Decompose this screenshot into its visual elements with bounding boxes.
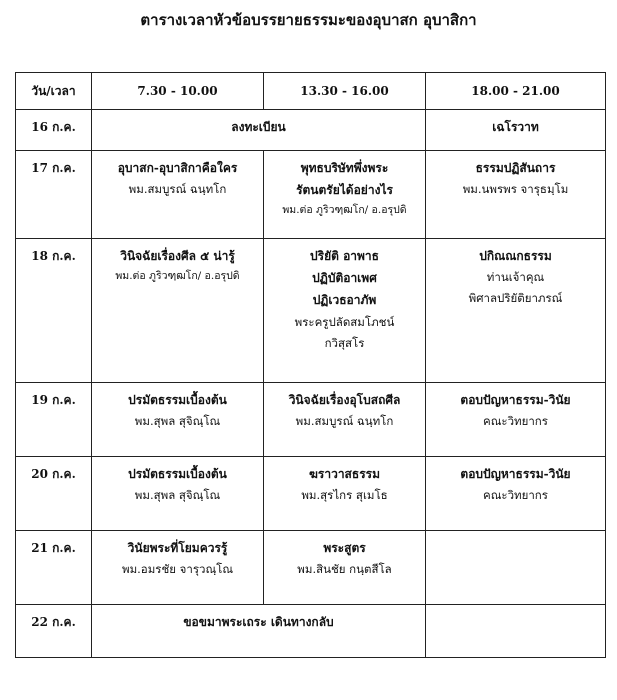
- table-row: [16, 110, 606, 151]
- cell-merged-session: [92, 110, 426, 151]
- cell-evening-empty: [426, 531, 606, 605]
- session-title: พุทธบริษัทพึ่งพระ: [300, 161, 389, 175]
- cell-evening: [426, 457, 606, 531]
- session-speaker: คณะวิทยากร: [483, 414, 548, 429]
- cell-afternoon: [264, 151, 426, 239]
- session-speaker: พม.สุพล สุจิณฺโณ: [134, 488, 221, 503]
- session-speaker: พม.นพรพร จารุธมฺโม: [462, 182, 569, 197]
- session-title: ปกิณณกธรรม: [479, 249, 552, 263]
- session-speaker: พม.สมบูรณ์ ฉนฺทโก: [295, 414, 394, 429]
- table-row: [16, 605, 606, 658]
- cell-evening: [426, 110, 606, 151]
- session-title: ลงทะเบียน: [231, 120, 286, 134]
- session-title: เฉโรวาท: [492, 120, 539, 134]
- session-speaker: พม.สินชัย กนฺตสีโล: [297, 562, 392, 577]
- table-row: [16, 383, 606, 457]
- session-title: วินัยพระที่โยมควรรู้: [127, 541, 228, 555]
- session-speaker: พม.สุพล สุจิณฺโณ: [134, 414, 221, 429]
- session-speaker: พม.ต่อ ภูริวฑฺฒโก/ อ.อรุปดิ: [115, 270, 240, 283]
- cell-afternoon: [264, 383, 426, 457]
- cell-evening: [426, 383, 606, 457]
- session-title-line2: รัตนตรัยได้อย่างไร: [296, 183, 393, 198]
- session-title: ปรมัตธรรมเบื้องต้น: [128, 393, 227, 407]
- session-title: ตอบปัญหาธรรม-วินัย: [460, 393, 571, 407]
- header-afternoon: 13.30 - 16.00: [264, 73, 426, 110]
- cell-evening-empty: [426, 605, 606, 658]
- session-speaker: คณะวิทยากร: [483, 488, 548, 503]
- session-title: วินิจฉัยเรื่องอุโบสถศีล: [288, 393, 401, 407]
- table-row: [16, 531, 606, 605]
- session-speaker: พม.สุรไกร สุเมโธ: [301, 488, 388, 503]
- cell-afternoon: [264, 457, 426, 531]
- session-title: ธรรมปฏิสันถาร: [475, 161, 556, 175]
- session-title: ฆราวาสธรรม: [308, 467, 380, 481]
- cell-evening: [426, 239, 606, 383]
- cell-merged-session: [92, 605, 426, 658]
- cell-morning: [92, 457, 264, 531]
- session-title: วินิจฉัยเรื่องศีล ๕ น่ารู้: [120, 249, 235, 263]
- cell-afternoon: [264, 531, 426, 605]
- cell-morning: [92, 531, 264, 605]
- header-evening: 18.00 - 21.00: [426, 73, 606, 110]
- session-speaker: พม.สมบูรณ์ ฉนฺทโก: [128, 182, 227, 197]
- cell-morning: [92, 383, 264, 457]
- cell-evening: [426, 151, 606, 239]
- table-row: [16, 239, 606, 383]
- row-date: 21 ก.ค.: [16, 531, 92, 605]
- session-speaker: พม.ต่อ ภูริวฑฺฒโก/ อ.อรุปดิ: [282, 204, 407, 217]
- session-title: พระสูตร: [323, 541, 366, 555]
- header-date-time: วัน/เวลา: [16, 73, 92, 110]
- session-title: ตอบปัญหาธรรม-วินัย: [460, 467, 571, 481]
- row-date: 22 ก.ค.: [16, 605, 92, 658]
- row-date: 17 ก.ค.: [16, 151, 92, 239]
- session-title-line2: ปฏิบัติอาเพศ: [312, 271, 377, 286]
- session-title: ปริยัติ อาพาธ: [310, 249, 379, 263]
- row-date: 19 ก.ค.: [16, 383, 92, 457]
- table-row: [16, 457, 606, 531]
- cell-afternoon: [264, 239, 426, 383]
- session-title: ปรมัตธรรมเบื้องต้น: [128, 467, 227, 481]
- cell-morning: [92, 151, 264, 239]
- schedule-table: [15, 72, 606, 658]
- page-title: ตารางเวลาหัวข้อบรรยายธรรมะของอุบาสก อุบาสิกา: [140, 11, 477, 29]
- session-speaker-line2: กวิสุสโร: [324, 335, 365, 350]
- session-speaker-line2: พิศาลปริยัติยาภรณ์: [468, 291, 563, 306]
- row-date: 16 ก.ค.: [16, 110, 92, 151]
- session-speaker: ท่านเจ้าคุณ: [486, 270, 545, 285]
- header-morning: 7.30 - 10.00: [92, 73, 264, 110]
- table-row: [16, 151, 606, 239]
- session-title: ขอขมาพระเถระ เดินทางกลับ: [183, 615, 334, 629]
- row-date: 18 ก.ค.: [16, 239, 92, 383]
- session-speaker: พม.อมรชัย จารุวณฺโณ: [121, 562, 234, 577]
- session-speaker: พระครูปลัดสมโภชน์: [294, 314, 395, 329]
- session-title: อุบาสก-อุบาสิกาคือใคร: [117, 161, 238, 175]
- session-title-line3: ปฏิเวธอาภัพ: [312, 293, 377, 308]
- row-date: 20 ก.ค.: [16, 457, 92, 531]
- table-header-row: [16, 73, 606, 110]
- cell-morning: [92, 239, 264, 383]
